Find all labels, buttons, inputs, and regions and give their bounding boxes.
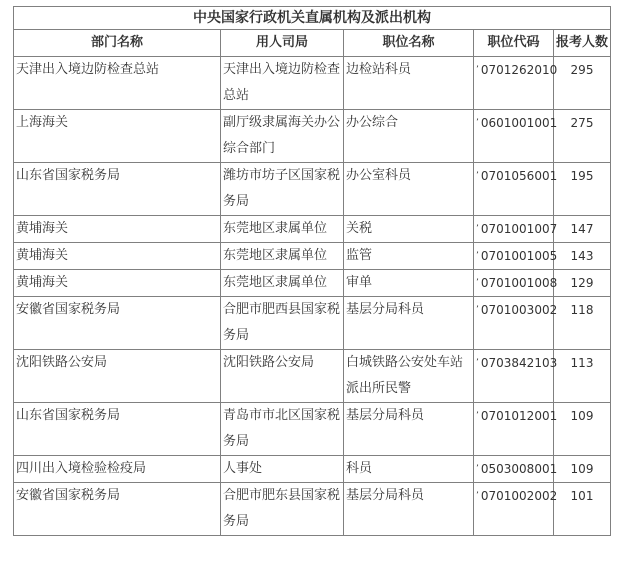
header-dept: 部门名称 bbox=[14, 30, 221, 57]
apostrophe-mark-icon: ’ bbox=[476, 278, 479, 288]
cell-position: 边检站科员 bbox=[344, 57, 474, 110]
code-value: 0701001005 bbox=[480, 249, 558, 263]
cell-position: 白城铁路公安处车站派出所民警 bbox=[344, 350, 474, 403]
apostrophe-mark-icon: ’ bbox=[476, 224, 479, 234]
cell-count: 295 bbox=[554, 57, 611, 110]
cell-dept: 上海海关 bbox=[14, 110, 221, 163]
cell-code bbox=[474, 163, 558, 216]
cell-code bbox=[474, 243, 558, 270]
cell-bureau: 合肥市肥西县国家税务局 bbox=[221, 297, 344, 350]
code-value: 0701003002 bbox=[480, 303, 558, 317]
table-row bbox=[14, 270, 611, 297]
cell-count: 109 bbox=[554, 456, 611, 483]
cell-bureau: 副厅级隶属海关办公综合部门 bbox=[221, 110, 344, 163]
cell-position: 关税 bbox=[344, 216, 474, 243]
cell-code bbox=[474, 110, 558, 163]
cell-dept: 安徽省国家税务局 bbox=[14, 297, 221, 350]
apostrophe-mark-icon: ’ bbox=[476, 411, 479, 421]
table-row bbox=[14, 483, 611, 536]
table-row bbox=[14, 163, 611, 216]
code-value: 0701012001 bbox=[480, 409, 558, 423]
header-bureau: 用人司局 bbox=[221, 30, 344, 57]
cell-position: 审单 bbox=[344, 270, 474, 297]
cell-code bbox=[474, 270, 558, 297]
cell-dept: 黄埔海关 bbox=[14, 243, 221, 270]
apostrophe-mark-icon: ’ bbox=[476, 305, 479, 315]
table-row bbox=[14, 216, 611, 243]
cell-dept: 黄埔海关 bbox=[14, 270, 221, 297]
table-row bbox=[14, 456, 611, 483]
cell-code bbox=[474, 216, 558, 243]
cell-code bbox=[474, 297, 558, 350]
table-title: 中央国家行政机关直属机构及派出机构 bbox=[14, 7, 611, 30]
code-value: 0701001007 bbox=[480, 222, 558, 236]
cell-code bbox=[474, 57, 558, 110]
code-value: 0601001001 bbox=[480, 116, 558, 130]
cell-count: 129 bbox=[554, 270, 611, 297]
apostrophe-mark-icon: ’ bbox=[476, 464, 479, 474]
cell-bureau: 天津出入境边防检查总站 bbox=[221, 57, 344, 110]
apostrophe-mark-icon: ’ bbox=[476, 171, 479, 181]
apostrophe-mark-icon: ’ bbox=[476, 491, 479, 501]
apostrophe-mark-icon: ’ bbox=[476, 118, 479, 128]
cell-bureau: 沈阳铁路公安局 bbox=[221, 350, 344, 403]
code-value: 0701002002 bbox=[480, 489, 558, 503]
cell-dept: 安徽省国家税务局 bbox=[14, 483, 221, 536]
cell-count: 101 bbox=[554, 483, 611, 536]
code-value: 0503008001 bbox=[480, 462, 558, 476]
cell-count: 195 bbox=[554, 163, 611, 216]
recruitment-table bbox=[13, 6, 611, 536]
table-row bbox=[14, 350, 611, 403]
cell-position: 监管 bbox=[344, 243, 474, 270]
cell-code bbox=[474, 350, 558, 403]
cell-count: 143 bbox=[554, 243, 611, 270]
header-code: 职位代码 bbox=[474, 30, 554, 57]
cell-position: 基层分局科员 bbox=[344, 297, 474, 350]
cell-position: 办公室科员 bbox=[344, 163, 474, 216]
table-row bbox=[14, 297, 611, 350]
cell-position: 基层分局科员 bbox=[344, 483, 474, 536]
cell-bureau: 东莞地区隶属单位 bbox=[221, 243, 344, 270]
cell-position: 办公综合 bbox=[344, 110, 474, 163]
code-value: 0701056001 bbox=[480, 169, 558, 183]
cell-bureau: 合肥市肥东县国家税务局 bbox=[221, 483, 344, 536]
table-body bbox=[14, 57, 611, 536]
table-row bbox=[14, 110, 611, 163]
cell-code bbox=[474, 483, 558, 536]
header-position: 职位名称 bbox=[344, 30, 474, 57]
cell-bureau: 青岛市市北区国家税务局 bbox=[221, 403, 344, 456]
cell-dept: 天津出入境边防检查总站 bbox=[14, 57, 221, 110]
cell-count: 147 bbox=[554, 216, 611, 243]
cell-dept: 四川出入境检验检疫局 bbox=[14, 456, 221, 483]
cell-count: 118 bbox=[554, 297, 611, 350]
cell-dept: 山东省国家税务局 bbox=[14, 403, 221, 456]
table-row bbox=[14, 403, 611, 456]
cell-code bbox=[474, 456, 558, 483]
cell-bureau: 人事处 bbox=[221, 456, 344, 483]
cell-bureau: 东莞地区隶属单位 bbox=[221, 216, 344, 243]
apostrophe-mark-icon: ’ bbox=[476, 358, 479, 368]
cell-count: 113 bbox=[554, 350, 611, 403]
code-value: 0701262010 bbox=[480, 63, 558, 77]
cell-position: 科员 bbox=[344, 456, 474, 483]
apostrophe-mark-icon: ’ bbox=[476, 65, 479, 75]
cell-bureau: 潍坊市坊子区国家税务局 bbox=[221, 163, 344, 216]
cell-position: 基层分局科员 bbox=[344, 403, 474, 456]
code-value: 0701001008 bbox=[480, 276, 558, 290]
table-row bbox=[14, 243, 611, 270]
data-table-container bbox=[13, 6, 611, 536]
cell-count: 275 bbox=[554, 110, 611, 163]
table-row bbox=[14, 57, 611, 110]
apostrophe-mark-icon: ’ bbox=[476, 251, 479, 261]
cell-code bbox=[474, 403, 558, 456]
cell-count: 109 bbox=[554, 403, 611, 456]
code-value: 0703842103 bbox=[480, 356, 558, 370]
header-count: 报考人数 bbox=[554, 30, 611, 57]
cell-dept: 山东省国家税务局 bbox=[14, 163, 221, 216]
cell-dept: 黄埔海关 bbox=[14, 216, 221, 243]
cell-bureau: 东莞地区隶属单位 bbox=[221, 270, 344, 297]
cell-dept: 沈阳铁路公安局 bbox=[14, 350, 221, 403]
